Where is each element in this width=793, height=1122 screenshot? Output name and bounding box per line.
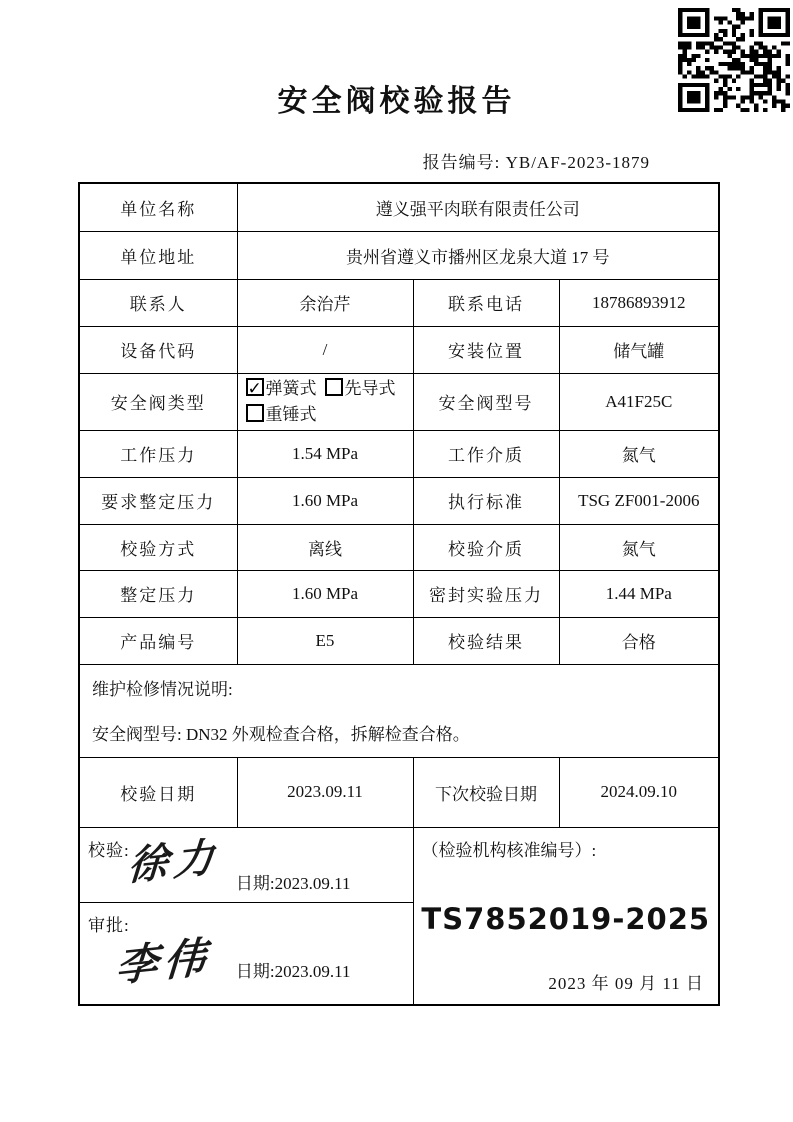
org-code-value: TS7852019-2025	[421, 901, 711, 936]
contact-phone-value: 18786893912	[559, 279, 719, 326]
standard-value: TSG ZF001-2006	[559, 477, 719, 524]
set-pressure-value: 1.60 MPa	[237, 570, 413, 617]
required-set-pressure-value: 1.60 MPa	[237, 477, 413, 524]
working-medium-value: 氮气	[559, 430, 719, 477]
valve-model-label: 安全阀型号	[413, 373, 559, 430]
maintenance-note-detail: 安全阀型号: DN32 外观检查合格，拆解检查合格。	[92, 724, 470, 744]
standard-label: 执行标准	[413, 477, 559, 524]
device-code-value: /	[237, 326, 413, 373]
table-row	[79, 373, 719, 430]
seal-test-pressure-label: 密封实验压力	[413, 570, 559, 617]
table-row	[79, 827, 719, 902]
approver-signature: 李伟	[114, 934, 214, 991]
approver-label: 审批:	[88, 915, 130, 935]
report-number-line	[0, 148, 650, 173]
table-row	[79, 617, 719, 664]
calibration-method-value: 离线	[237, 524, 413, 570]
unit-address-value: 贵州省遵义市播州区龙泉大道 17 号	[237, 231, 719, 279]
unit-address-label: 单位地址	[79, 231, 237, 279]
verifier-date: 日期:2023.09.11	[235, 873, 351, 893]
unit-name-label: 单位名称	[79, 183, 237, 231]
verifier-cell	[79, 827, 413, 902]
checkbox-checked-icon	[246, 378, 264, 396]
table-row	[79, 757, 719, 827]
report-table	[78, 182, 720, 1006]
checkbox-unchecked-icon	[246, 404, 264, 422]
calibration-medium-value: 氮气	[559, 524, 719, 570]
table-row	[79, 664, 719, 757]
install-location-label: 安装位置	[413, 326, 559, 373]
report-number-value: YB/AF-2023-1879	[505, 153, 650, 172]
unit-name-value: 遵义强平肉联有限责任公司	[237, 183, 719, 231]
product-no-value: E5	[237, 617, 413, 664]
table-row	[79, 430, 719, 477]
maintenance-note-heading: 维护检修情况说明:	[92, 679, 233, 699]
working-medium-label: 工作介质	[413, 430, 559, 477]
contact-value: 余治芹	[237, 279, 413, 326]
valve-type-options	[237, 373, 413, 430]
calibration-date-label: 校验日期	[79, 757, 237, 827]
calibration-method-label: 校验方式	[79, 524, 237, 570]
working-pressure-value: 1.54 MPa	[237, 430, 413, 477]
qr-code-icon	[678, 8, 790, 112]
table-row	[79, 183, 719, 231]
valve-type-option-spring	[246, 379, 317, 398]
table-row	[79, 524, 719, 570]
seal-test-pressure-value: 1.44 MPa	[559, 570, 719, 617]
org-code-label: （检验机构核准编号）:	[421, 840, 597, 860]
org-issue-date: 2023 年 09 月 11 日	[548, 974, 705, 993]
maintenance-note-cell	[79, 664, 719, 757]
checkbox-unchecked-icon	[325, 378, 343, 396]
org-code-cell	[413, 827, 719, 1005]
next-calibration-date-value: 2024.09.10	[559, 757, 719, 827]
table-row	[79, 326, 719, 373]
table-row	[79, 477, 719, 524]
approver-date: 日期:2023.09.11	[235, 962, 351, 981]
result-value: 合格	[559, 617, 719, 664]
install-location-value: 储气罐	[559, 326, 719, 373]
valve-type-option-pilot	[325, 379, 396, 398]
contact-label: 联系人	[79, 279, 237, 326]
verifier-label: 校验:	[88, 840, 130, 860]
valve-type-label: 安全阀类型	[79, 373, 237, 430]
table-row	[79, 570, 719, 617]
contact-phone-label: 联系电话	[413, 279, 559, 326]
working-pressure-label: 工作压力	[79, 430, 237, 477]
device-code-label: 设备代码	[79, 326, 237, 373]
required-set-pressure-label: 要求整定压力	[79, 477, 237, 524]
valve-type-option-weight	[246, 405, 317, 424]
product-no-label: 产品编号	[79, 617, 237, 664]
set-pressure-label: 整定压力	[79, 570, 237, 617]
approver-cell	[79, 902, 413, 1005]
calibration-date-value: 2023.09.11	[237, 757, 413, 827]
table-row	[79, 279, 719, 326]
report-number-label: 报告编号:	[422, 153, 506, 172]
valve-model-value: A41F25C	[559, 373, 719, 430]
checkbox-label: 重锤式	[265, 404, 317, 424]
next-calibration-date-label: 下次校验日期	[413, 757, 559, 827]
page-title: 安全阀校验报告	[277, 85, 516, 118]
calibration-medium-label: 校验介质	[413, 524, 559, 570]
checkbox-label: 先导式	[344, 378, 396, 398]
table-row	[79, 231, 719, 279]
checkbox-label: 弹簧式	[265, 378, 317, 398]
verifier-signature: 徐力	[126, 833, 222, 889]
result-label: 校验结果	[413, 617, 559, 664]
